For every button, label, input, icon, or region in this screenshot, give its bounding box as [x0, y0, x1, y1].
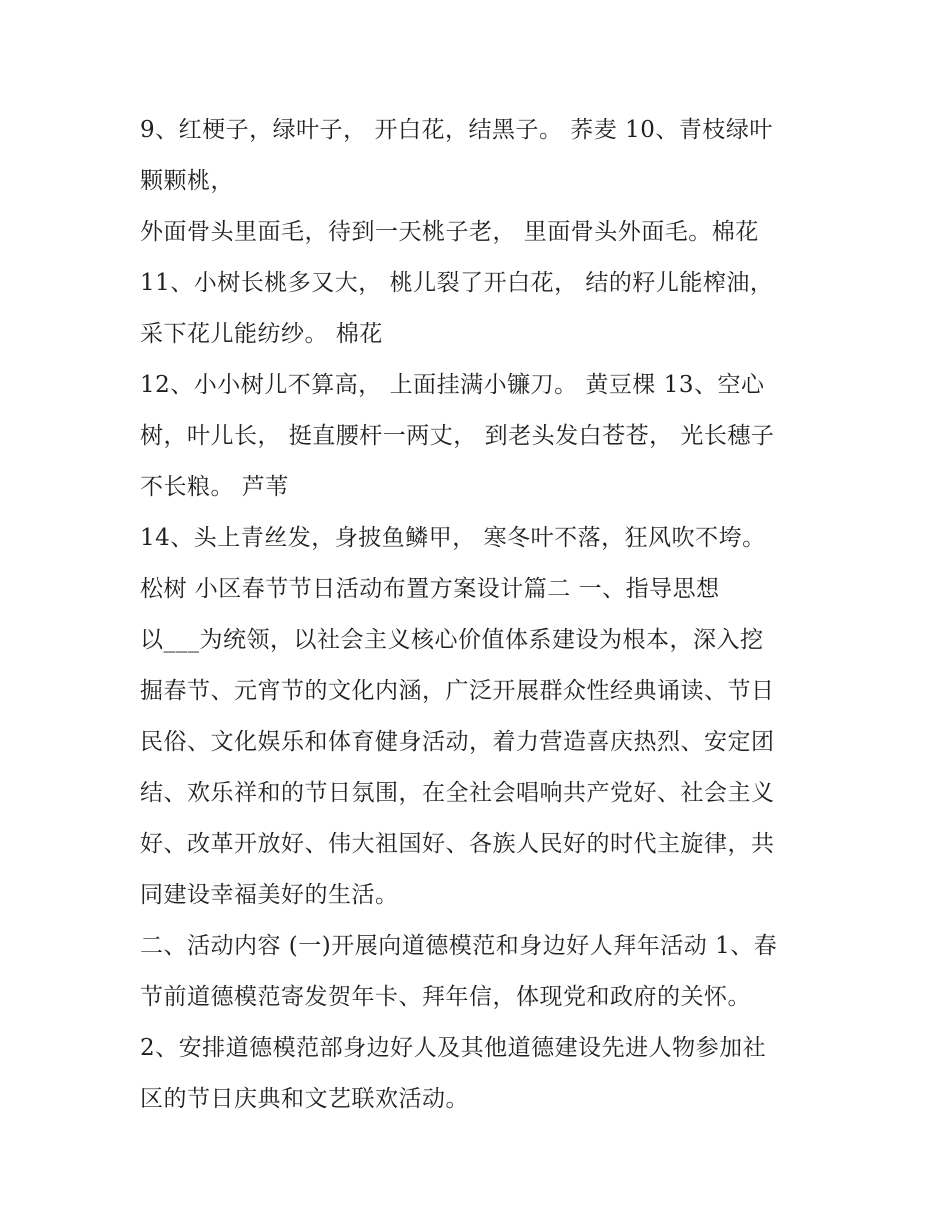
- riddle-10-line: 颗颗桃，: [140, 168, 234, 194]
- riddle-12-line: 12、小小树儿不算高， 上面挂满小镰刀。 黄豆棵 13、空心: [140, 372, 765, 398]
- activity-content-line: 区的节日庆典和文艺联欢活动。: [140, 1086, 469, 1112]
- guiding-idea-line: 同建设幸福美好的生活。: [140, 882, 399, 908]
- riddle-11-line: 11、小树长桃多又大， 桃儿裂了开白花， 结的籽儿能榨油，: [140, 270, 774, 296]
- riddle-13-line: 树，叶儿长， 挺直腰杆一两丈， 到老头发白苍苍， 光长穗子: [140, 423, 775, 449]
- guiding-idea-line: 好、改革开放好、伟大祖国好、各族人民好的时代主旋律，共: [140, 831, 775, 857]
- riddle-9-line: 9、红梗子，绿叶子， 开白花，结黑子。 荞麦 10、青枝绿叶: [140, 117, 773, 143]
- guiding-idea-line: 掘春节、元宵节的文化内涵，广泛开展群众性经典诵读、节日: [140, 678, 775, 704]
- guiding-idea-line: 以___为统领，以社会主义核心价值体系建设为根本，深入挖: [140, 627, 764, 653]
- activity-content-line: 二、活动内容 (一)开展向道德模范和身边好人拜年活动 1、春: [140, 933, 778, 959]
- riddle-11-answer-line: 采下花儿能纺纱。 棉花: [140, 321, 383, 347]
- guiding-idea-line: 民俗、文化娱乐和体育健身活动，着力营造喜庆热烈、安定团: [140, 729, 775, 755]
- activity-content-line: 节前道德模范寄发贺年卡、拜年信，体现党和政府的关怀。: [140, 984, 751, 1010]
- activity-content-line: 2、安排道德模范部身边好人及其他道德建设先进人物参加社: [140, 1035, 767, 1061]
- riddle-10-answer-line: 外面骨头里面毛，待到一天桃子老， 里面骨头外面毛。棉花: [140, 219, 759, 245]
- guiding-idea-line: 结、欢乐祥和的节日氛围，在全社会唱响共产党好、社会主义: [140, 780, 775, 806]
- section-heading-line: 松树 小区春节节日活动布置方案设计篇二 一、指导思想: [140, 576, 720, 602]
- riddle-13-answer-line: 不长粮。 芦苇: [140, 474, 289, 500]
- riddle-14-line: 14、头上青丝发，身披鱼鳞甲， 寒冬叶不落，狂风吹不垮。: [140, 525, 766, 551]
